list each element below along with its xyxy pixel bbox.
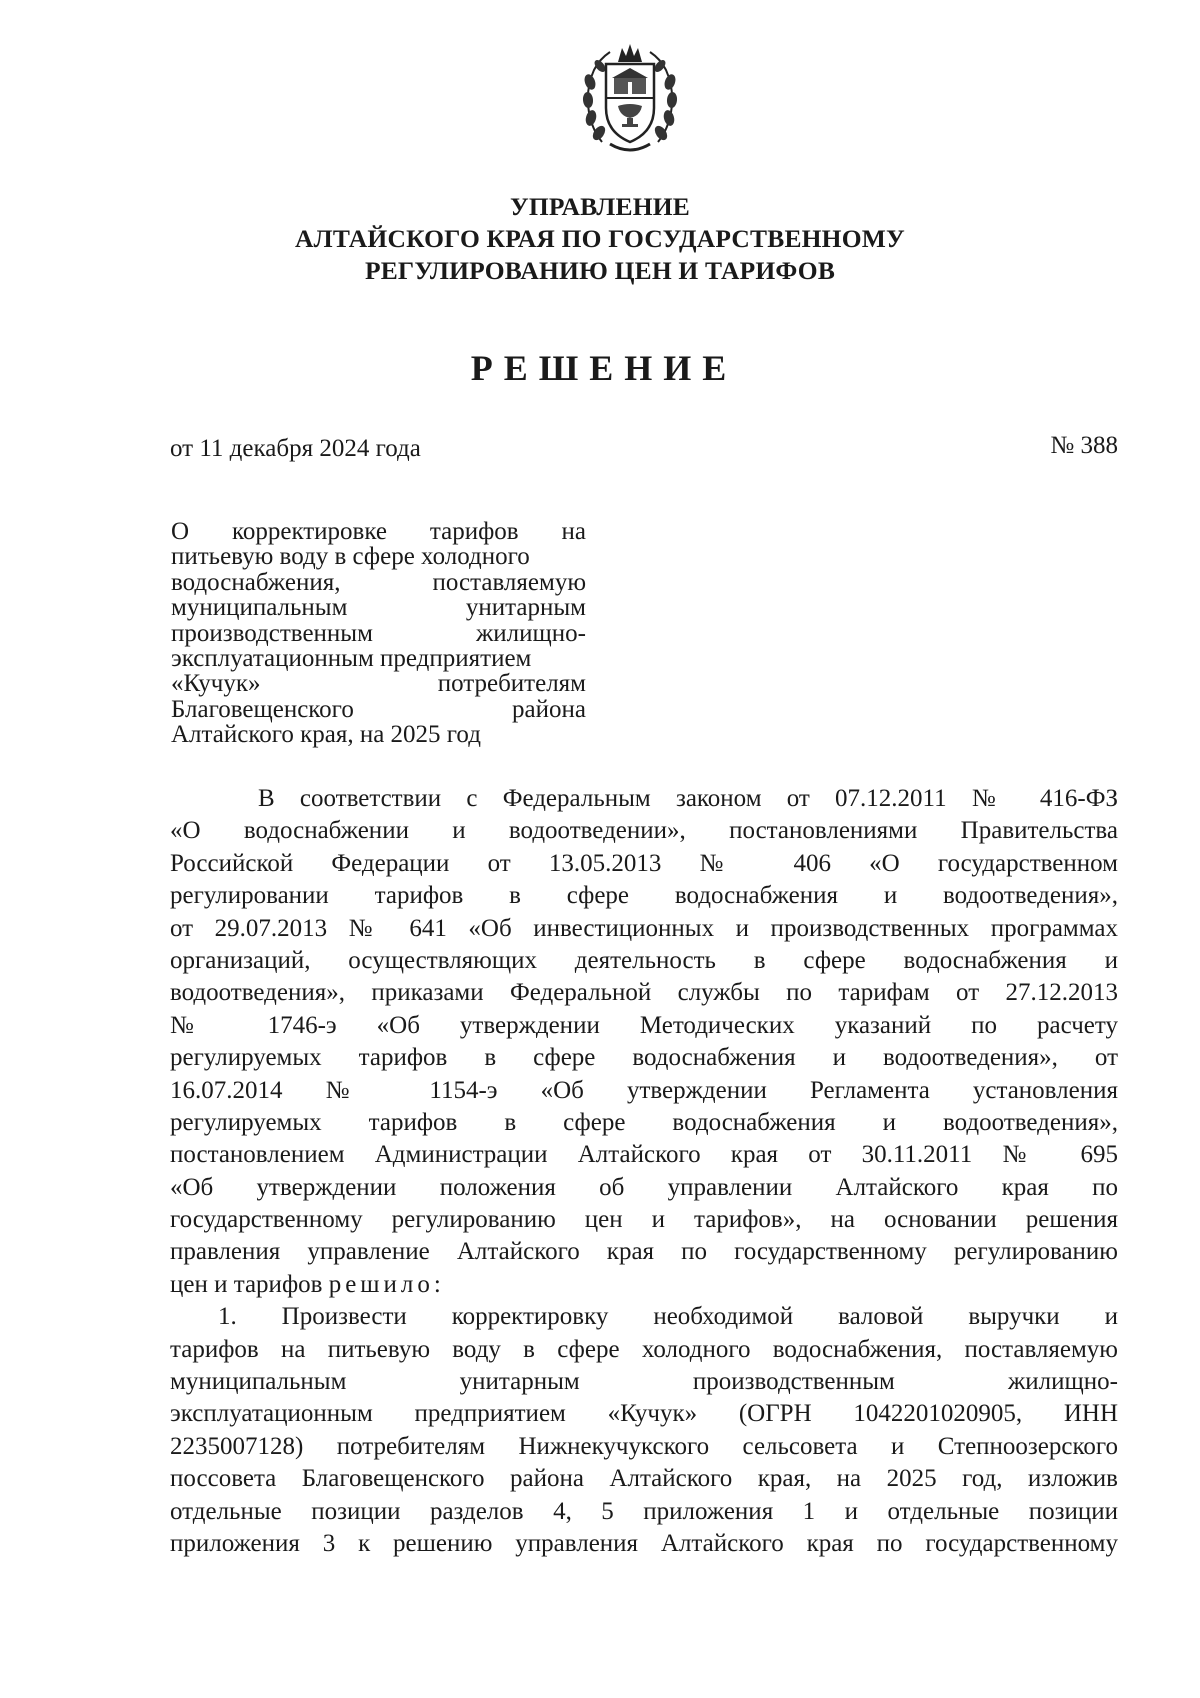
body-line: от 29.07.2013 № 641 «Об инвестиционных и производственных программах [170, 914, 1118, 942]
subject-line: муниципальным унитарным [171, 594, 586, 622]
subject-line: Алтайского края, на 2025 год [171, 721, 481, 749]
body-line: «О водоснабжении и водоотведении», постановлениями Правительства [170, 817, 1118, 845]
subject-line: эксплуатационным предприятием [171, 644, 532, 672]
body-line: тарифов на питьевую воду в сфере холодного водоснабжения, поставляемую [170, 1335, 1118, 1363]
org-name-line-2: АЛТАЙСКОГО КРАЯ ПО ГОСУДАРСТВЕННОМУ [295, 224, 905, 253]
subject-line: производственным жилищно- [171, 619, 586, 647]
body-line: 16.07.2014 № 1154-э «Об утверждении Регламента установления [170, 1076, 1118, 1104]
body-line-final [170, 1269, 1118, 1301]
body-line: 1. Произвести корректировку необходимой валовой выручки и [218, 1303, 1118, 1331]
body-line: регулируемых тарифов в сфере водоснабжения и водоотведения», от [170, 1044, 1118, 1072]
body-line: постановлением Администрации Алтайского края от 30.11.2011 № 695 [170, 1141, 1118, 1169]
document-number: № 388 [1050, 432, 1118, 459]
body-line: 2235007128) потребителям Нижнекучукского сельсовета и Степноозерского [170, 1432, 1118, 1460]
subject-line: О корректировке тарифов на [171, 518, 586, 545]
body-line: отдельные позиции разделов 4, 5 приложения 1 и отдельные позиции [170, 1497, 1118, 1525]
subject-line: Благовещенского района [171, 695, 586, 723]
body-line: правления управление Алтайского края по государственному регулированию [170, 1238, 1118, 1266]
subject-line: питьевую воду в сфере холодного [171, 543, 530, 571]
body-line: «Об утверждении положения об управлении Алтайского края по [170, 1173, 1118, 1201]
body-line: водоотведения», приказами Федеральной службы по тарифам от 27.12.2013 [170, 979, 1118, 1007]
org-name-line-1: УПРАВЛЕНИЕ [509, 192, 690, 221]
resolved-word: решило: [328, 1270, 445, 1298]
body-line: регулировании тарифов в сфере водоснабжения и водоотведения», [170, 882, 1118, 910]
document-date: от 11 декабря 2024 года [170, 435, 421, 462]
body-line: эксплуатационным предприятием «Кучук» (ОГРН 1042201020905, ИНН [170, 1400, 1118, 1428]
body-line: поссовета Благовещенского района Алтайского края, на 2025 год, изложив [170, 1465, 1118, 1493]
document-subject [171, 519, 586, 748]
body-line: № 1746-э «Об утверждении Методических указаний по расчету [170, 1011, 1118, 1039]
body-line-text: цен и тарифов [170, 1270, 323, 1298]
subject-line: «Кучук» потребителям [171, 670, 586, 698]
document-body [170, 783, 1118, 1560]
body-line: муниципальным унитарным производственным жилищно- [170, 1368, 1118, 1396]
body-line: приложения 3 к решению управления Алтайского края по государственному [170, 1529, 1118, 1557]
altai-krai-coat-of-arms-icon [580, 42, 680, 160]
document-title: РЕШЕНИЕ [470, 348, 738, 388]
body-line: государственному регулированию цен и тарифов», на основании решения [170, 1206, 1118, 1234]
body-line: В соответствии с Федеральным законом от 07.12.2011 № 416-ФЗ [258, 785, 1118, 812]
subject-line: водоснабжения, поставляемую [171, 568, 586, 596]
body-line: Российской Федерации от 13.05.2013 № 406 «О государственном [170, 849, 1118, 877]
body-line: регулируемых тарифов в сфере водоснабжения и водоотведения», [170, 1108, 1118, 1136]
org-name-line-3: РЕГУЛИРОВАНИЮ ЦЕН И ТАРИФОВ [364, 256, 836, 285]
body-line: организаций, осуществляющих деятельность в сфере водоснабжения и [170, 946, 1118, 974]
